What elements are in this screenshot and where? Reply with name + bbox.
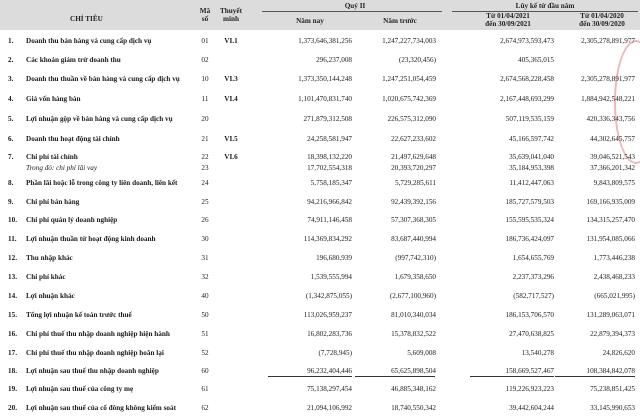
row-number: 11. <box>8 235 17 243</box>
row-luy-ke-2021: 507,119,535,159 <box>505 115 554 123</box>
table-row <box>0 72 640 86</box>
table-row <box>0 53 640 67</box>
header-quy-rule <box>262 11 442 12</box>
header-nam-truoc: Năm trước <box>383 17 417 25</box>
row-luy-ke-2021: 155,595,535,324 <box>505 216 554 224</box>
row-quy-nam-nay: 16,802,283,736 <box>307 330 352 338</box>
row-number: 15. <box>8 311 17 319</box>
table-row <box>0 289 640 303</box>
row-luy-ke-2021: 13,540,278 <box>521 349 554 357</box>
row-quy-nam-truoc: 1,247,227,734,003 <box>382 37 436 45</box>
table-row <box>0 327 640 341</box>
row-label: Lợi nhuận sau thuế thu nhập doanh nghiệp <box>26 367 159 375</box>
row-luy-ke-2020: 1,773,446,238 <box>593 254 635 262</box>
row-number: 6. <box>8 135 14 143</box>
row-ma-so: 51 <box>201 330 209 338</box>
row-ma-so: 25 <box>201 198 209 206</box>
row-quy-nam-nay: (1,342,875,055) <box>305 292 352 300</box>
row-quy-nam-nay: 114,369,834,292 <box>303 235 352 243</box>
table-row <box>0 176 640 190</box>
row-label: Phần lãi hoặc lỗ trong công ty liên doanh, liên kết <box>26 179 178 187</box>
row-ma-so: 61 <box>201 385 209 393</box>
row-label: Lợi nhuận sau thuế của cổ đông không kiểm soát <box>26 404 176 412</box>
table-row <box>0 382 640 396</box>
total-underline-1 <box>268 376 352 377</box>
row-label: Trong đó: chi phí lãi vay <box>26 164 98 172</box>
row-number: 18. <box>8 367 17 375</box>
table-row <box>0 346 640 360</box>
row-luy-ke-2020: 420,336,343,756 <box>586 115 635 123</box>
row-quy-nam-truoc: 20,393,720,297 <box>391 164 436 172</box>
row-luy-ke-2020: 37,366,201,342 <box>590 164 635 172</box>
row-luy-ke-2020: 44,302,645,757 <box>590 135 635 143</box>
total-underline-3 <box>470 376 554 377</box>
row-label: Doanh thu hoạt động tài chính <box>26 135 120 143</box>
row-ma-so: 62 <box>201 404 209 412</box>
row-luy-ke-2020: 169,166,935,009 <box>586 198 635 206</box>
row-quy-nam-truoc: 1,020,675,742,369 <box>382 95 436 103</box>
row-quy-nam-nay: 113,026,959,237 <box>303 311 352 319</box>
header-ma-so-2: số <box>201 15 209 23</box>
row-ma-so: 40 <box>201 292 209 300</box>
row-luy-ke-2020: 2,305,278,891,977 <box>581 75 635 83</box>
row-number: 5. <box>8 115 14 123</box>
table-row <box>0 251 640 265</box>
header-ma-so-1: Mã <box>199 7 211 15</box>
row-quy-nam-truoc: (2,677,100,960) <box>389 292 436 300</box>
row-luy-ke-2021: (582,717,527) <box>513 292 554 300</box>
row-number: 20. <box>8 404 17 412</box>
row-luy-ke-2021: 11,412,447,063 <box>509 179 554 187</box>
row-luy-ke-2020: 75,238,851,425 <box>590 385 635 393</box>
row-luy-ke-2020: 131,954,085,066 <box>586 235 635 243</box>
row-luy-ke-2021: 119,226,923,223 <box>505 385 554 393</box>
row-label: Lợi nhuận gộp về bán hàng và cung cấp dịch vụ <box>26 115 173 123</box>
row-luy-ke-2020: 131,289,063,071 <box>586 311 635 319</box>
row-quy-nam-truoc: 81,010,340,034 <box>391 311 436 319</box>
row-ma-so: 20 <box>201 115 209 123</box>
row-quy-nam-nay: 1,373,350,144,248 <box>298 75 352 83</box>
table-row <box>0 308 640 322</box>
table-row <box>0 232 640 246</box>
row-number: 4. <box>8 95 14 103</box>
row-quy-nam-truoc: 5,729,285,611 <box>394 179 436 187</box>
row-ma-so: 21 <box>201 135 209 143</box>
row-luy-ke-2020: 9,843,809,575 <box>593 179 635 187</box>
row-quy-nam-nay: 17,702,554,318 <box>307 164 352 172</box>
row-quy-nam-truoc: 1,247,251,054,459 <box>382 75 436 83</box>
table-row <box>0 34 640 48</box>
row-luy-ke-2021: 39,442,604,244 <box>509 404 554 412</box>
table-row <box>0 270 640 284</box>
row-ma-so: 01 <box>201 37 209 45</box>
row-luy-ke-2020: 1,884,942,548,221 <box>581 95 635 103</box>
row-number: 10. <box>8 216 17 224</box>
row-ma-so: 50 <box>201 311 209 319</box>
row-number: 8. <box>8 179 14 187</box>
row-quy-nam-nay: 1,373,646,381,256 <box>298 37 352 45</box>
row-luy-ke-2021: 45,166,597,742 <box>509 135 554 143</box>
row-quy-nam-nay: 21,094,106,992 <box>307 404 352 412</box>
row-quy-nam-nay: 96,232,404,446 <box>307 367 352 375</box>
row-quy-nam-nay: 24,258,581,947 <box>307 135 352 143</box>
row-quy-nam-nay: 196,680,939 <box>316 254 352 262</box>
row-quy-nam-truoc: 92,439,392,156 <box>391 198 436 206</box>
row-label: Chi phí thuế thu nhập doanh nghiệp hiện hành <box>26 330 170 338</box>
row-luy-ke-2021: 186,153,706,570 <box>505 311 554 319</box>
row-number: 7. <box>8 153 14 161</box>
header-nam-nay: Năm nay <box>296 17 324 25</box>
row-ma-so: 11 <box>201 95 209 103</box>
header-tu-2021: Từ 01/04/2021 <box>486 12 530 20</box>
row-luy-ke-2020: 108,384,842,078 <box>586 367 635 375</box>
row-label: Doanh thu bán hàng và cung cấp dịch vụ <box>26 37 152 45</box>
row-luy-ke-2021: 2,167,448,693,299 <box>500 95 554 103</box>
row-number: 16. <box>8 330 17 338</box>
row-quy-nam-nay: (7,728,945) <box>318 349 352 357</box>
row-quy-nam-truoc: 57,307,368,305 <box>391 216 436 224</box>
row-number: 12. <box>8 254 17 262</box>
total-underline-2 <box>355 376 435 377</box>
row-thuyet-minh: VI.1 <box>224 37 238 45</box>
row-label: Chi phí tài chính <box>26 153 78 161</box>
row-label: Thu nhập khác <box>26 254 73 262</box>
row-label: Lợi nhuận khác <box>26 292 75 300</box>
row-luy-ke-2021: 185,727,579,503 <box>505 198 554 206</box>
row-quy-nam-nay: 1,539,555,994 <box>310 273 352 281</box>
header-chi-tieu: CHỈ TIÊU <box>70 15 103 23</box>
header-luy-ke: Lũy kế từ đầu năm <box>515 2 575 10</box>
header-den-2021: đến 30/09/2021 <box>485 20 531 28</box>
row-luy-ke-2020: 2,438,468,233 <box>593 273 635 281</box>
header-den-2020: đến 30/09/2020 <box>579 20 625 28</box>
row-quy-nam-nay: 18,398,132,220 <box>307 153 352 161</box>
total-underline-4 <box>555 376 635 377</box>
row-ma-so: 32 <box>201 273 209 281</box>
row-quy-nam-nay: 5,758,185,347 <box>310 179 352 187</box>
row-quy-nam-truoc: 1,679,358,650 <box>394 273 436 281</box>
row-ma-so: 02 <box>201 56 209 64</box>
row-luy-ke-2021: 2,237,373,296 <box>512 273 554 281</box>
row-label: Chi phí khác <box>26 273 66 281</box>
row-luy-ke-2021: 2,674,973,593,473 <box>500 37 554 45</box>
row-quy-nam-nay: 271,879,312,508 <box>303 115 352 123</box>
row-number: 14. <box>8 292 17 300</box>
row-number: 2. <box>8 56 14 64</box>
row-label: Lợi nhuận thuần từ hoạt động kinh doanh <box>26 235 156 243</box>
row-luy-ke-2021: 158,669,527,467 <box>505 367 554 375</box>
row-thuyet-minh: VI.5 <box>224 135 238 143</box>
table-row <box>0 195 640 209</box>
row-label: Các khoản giảm trừ doanh thu <box>26 56 121 64</box>
row-number: 3. <box>8 75 14 83</box>
row-luy-ke-2020: 134,315,257,470 <box>586 216 635 224</box>
row-ma-so: 60 <box>201 367 209 375</box>
row-ma-so: 22 <box>201 153 209 161</box>
row-ma-so: 23 <box>201 164 209 172</box>
row-label: Chi phí thuế thu nhập doanh nghiệp hoãn lại <box>26 349 164 357</box>
row-ma-so: 26 <box>201 216 209 224</box>
row-number: 17. <box>8 349 17 357</box>
row-number: 1. <box>8 37 14 45</box>
row-thuyet-minh: VI.3 <box>224 75 238 83</box>
row-label: Tổng lợi nhuận kế toán trước thuế <box>26 311 132 319</box>
row-quy-nam-truoc: (23,320,456) <box>398 56 436 64</box>
row-luy-ke-2021: 1,654,655,769 <box>512 254 554 262</box>
row-quy-nam-truoc: (997,742,310) <box>395 254 436 262</box>
row-ma-so: 10 <box>201 75 209 83</box>
row-quy-nam-nay: 1,101,470,831,740 <box>298 95 352 103</box>
row-luy-ke-2020: 22,879,394,373 <box>590 330 635 338</box>
header-thuyet-minh-1: Thuyết <box>220 7 242 15</box>
row-luy-ke-2020: (665,021,995) <box>594 292 635 300</box>
row-quy-nam-nay: 75,138,297,454 <box>307 385 352 393</box>
row-luy-ke-2021: 405,365,015 <box>518 56 554 64</box>
row-label: Doanh thu thuần về bán hàng và cung cấp dịch vụ <box>26 75 180 83</box>
row-thuyet-minh: VI.6 <box>224 153 238 161</box>
row-quy-nam-nay: 94,216,966,842 <box>307 198 352 206</box>
row-thuyet-minh: VI.4 <box>224 95 238 103</box>
row-number: 9. <box>8 198 14 206</box>
row-quy-nam-truoc: 15,378,832,522 <box>391 330 436 338</box>
header-thuyet-minh-2: minh <box>223 15 239 23</box>
table-row <box>0 132 640 146</box>
row-luy-ke-2021: 35,184,953,398 <box>509 164 554 172</box>
row-ma-so: 24 <box>201 179 209 187</box>
row-label: Chi phí bán hàng <box>26 198 80 206</box>
row-quy-nam-truoc: 83,687,440,994 <box>391 235 436 243</box>
table-row <box>0 161 640 175</box>
row-quy-nam-truoc: 46,885,348,162 <box>391 385 436 393</box>
header-tu-2020: Từ 01/04/2020 <box>580 12 624 20</box>
row-quy-nam-truoc: 18,740,550,342 <box>391 404 436 412</box>
row-luy-ke-2021: 35,639,041,040 <box>509 153 554 161</box>
row-number: 19. <box>8 385 17 393</box>
row-luy-ke-2020: 2,305,278,891,977 <box>581 37 635 45</box>
row-luy-ke-2020: 39,046,521,543 <box>590 153 635 161</box>
row-ma-so: 30 <box>201 235 209 243</box>
table-row <box>0 401 640 415</box>
row-ma-so: 52 <box>201 349 209 357</box>
row-luy-ke-2020: 33,145,990,653 <box>590 404 635 412</box>
row-luy-ke-2021: 27,470,638,825 <box>509 330 554 338</box>
table-row <box>0 112 640 126</box>
header-quy: Quý II <box>344 2 366 10</box>
table-row <box>0 92 640 106</box>
row-quy-nam-truoc: 65,625,898,504 <box>391 367 436 375</box>
row-ma-so: 31 <box>201 254 209 262</box>
row-luy-ke-2021: 2,674,568,228,458 <box>500 75 554 83</box>
row-label: Lợi nhuận sau thuế của công ty mẹ <box>26 385 134 393</box>
row-quy-nam-truoc: 22,627,233,602 <box>391 135 436 143</box>
row-quy-nam-nay: 74,911,146,458 <box>307 216 352 224</box>
row-quy-nam-truoc: 226,575,312,090 <box>387 115 436 123</box>
row-quy-nam-nay: 296,237,008 <box>316 56 352 64</box>
table-row <box>0 213 640 227</box>
row-label: Chi phí quản lý doanh nghiệp <box>26 216 118 224</box>
row-quy-nam-truoc: 21,497,629,648 <box>391 153 436 161</box>
row-quy-nam-truoc: 5,609,008 <box>407 349 436 357</box>
row-number: 13. <box>8 273 17 281</box>
row-luy-ke-2021: 186,736,424,097 <box>505 235 554 243</box>
row-label: Giá vốn hàng bán <box>26 95 81 103</box>
row-luy-ke-2020: 24,826,620 <box>602 349 635 357</box>
